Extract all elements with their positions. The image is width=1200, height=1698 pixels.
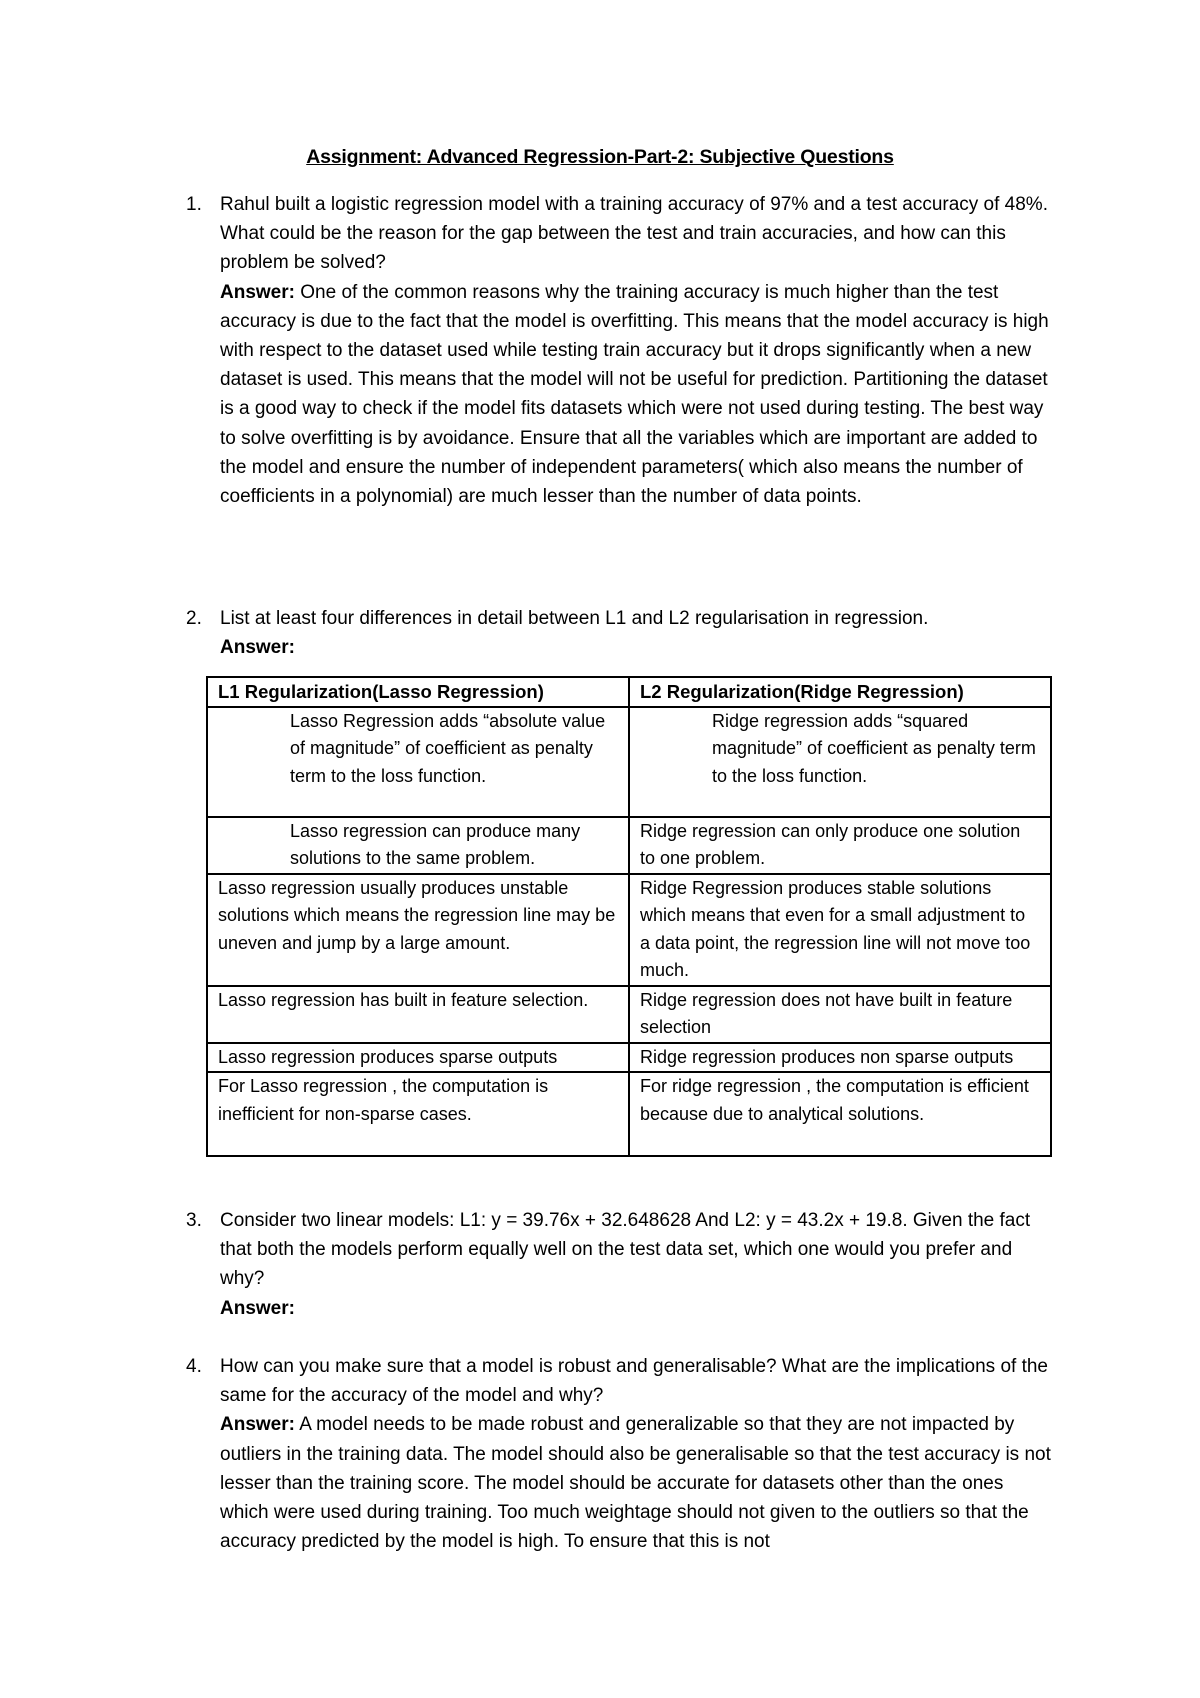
- question-text: Rahul built a logistic regression model with a training accuracy of 97% and a test accuracy of 48%. What could be the reason for the gap between the test and train accuracies, and how can this problem be solved?: [220, 194, 1048, 274]
- question-text: Consider two linear models: L1: y = 39.76x + 32.648628 And L2: y = 43.2x + 19.8. Given the fact that both the models perform equally well on the test data set, which one would you prefer and why?: [220, 1210, 1031, 1290]
- table-cell-l1: For Lasso regression , the computation is inefficient for non-sparse cases.: [207, 1072, 629, 1156]
- question-text: List at least four differences in detail between L1 and L2 regularisation in regression.: [220, 608, 929, 629]
- table-cell-l2: For ridge regression , the computation is efficient because due to analytical solutions.: [629, 1072, 1051, 1156]
- table-header-l2: L2 Regularization(Ridge Regression): [629, 677, 1051, 707]
- regularization-comparison-table: [206, 676, 1052, 1157]
- table-cell-l1: Lasso regression usually produces unstable solutions which means the regression line may be uneven and jump by a large amount.: [207, 874, 629, 986]
- answer-text: One of the common reasons why the training accuracy is much higher than the test accuracy is due to the fact that the model is overfitting. This means that the model accuracy is high with respect to the dataset used while testing train accuracy but it drops significantly when a new dataset is used. This means that the model will not be useful for prediction. Partitioning the dataset is a good way to check if the model fits datasets which were not used during testing. The best way to solve overfitting is by avoidance. Ensure that all the variables which are important are added to the model and ensure the number of independent parameters( which also means the number of coefficients in a polynomial) are much lesser than the number of data points.: [220, 281, 1049, 508]
- table-cell-l1: Lasso regression has built in feature selection.: [207, 986, 629, 1043]
- answer-label: Answer:: [220, 281, 295, 303]
- question-number: 1.: [186, 194, 202, 215]
- answer-label: Answer:: [220, 1414, 295, 1436]
- question-text: How can you make sure that a model is robust and generalisable? What are the implications of the same for the accuracy of the model and why?: [220, 1356, 1049, 1407]
- table-header-l1: L1 Regularization(Lasso Regression): [207, 677, 629, 707]
- table-cell-l1: Lasso regression produces sparse outputs: [207, 1043, 629, 1073]
- table-row: [207, 707, 1051, 817]
- question-number: 3.: [186, 1210, 202, 1231]
- question-number: 4.: [186, 1356, 202, 1377]
- question-4: [186, 1352, 1056, 1556]
- question-3: [186, 1206, 1056, 1323]
- question-2: [186, 604, 1056, 662]
- answer-label: Answer:: [220, 1297, 295, 1319]
- answer-paragraph: [220, 278, 1056, 512]
- table-cell-l2: Ridge regression does not have built in feature selection: [629, 986, 1051, 1043]
- table-row: [207, 817, 1051, 874]
- table-row: [207, 1072, 1051, 1156]
- answer-text: A model needs to be made robust and generalizable so that they are not impacted by outliers in the training data. The model should also be generalisable so that the test accuracy is not lesser than the training score. The model should be accurate for datasets other than the ones which were used during training. Too much weightage should not given to the outliers so that the accuracy predicted by the model is high. To ensure that this is not: [220, 1414, 1051, 1553]
- table-row: [207, 986, 1051, 1043]
- table-cell-l2: Ridge Regression produces stable solutions which means that even for a small adjustment to a data point, the regression line will not move too much.: [629, 874, 1051, 986]
- table-cell-l2: Ridge regression adds “squared magnitude” of coefficient as penalty term to the loss function.: [629, 707, 1051, 817]
- table-header-row: [207, 677, 1051, 707]
- table-row: [207, 1043, 1051, 1073]
- table-cell-l1: Lasso regression can produce many solutions to the same problem.: [207, 817, 629, 874]
- page-title: Assignment: Advanced Regression-Part-2: Subjective Questions: [306, 146, 894, 168]
- answer-label: Answer:: [220, 637, 295, 659]
- question-1: [186, 190, 1056, 511]
- table-cell-l2: Ridge regression can only produce one solution to one problem.: [629, 817, 1051, 874]
- answer-paragraph: [220, 1410, 1056, 1556]
- table-cell-l1: Lasso Regression adds “absolute value of magnitude” of coefficient as penalty term to the loss function.: [207, 707, 629, 817]
- question-number: 2.: [186, 608, 202, 629]
- table-row: [207, 874, 1051, 986]
- table-cell-l2: Ridge regression produces non sparse outputs: [629, 1043, 1051, 1073]
